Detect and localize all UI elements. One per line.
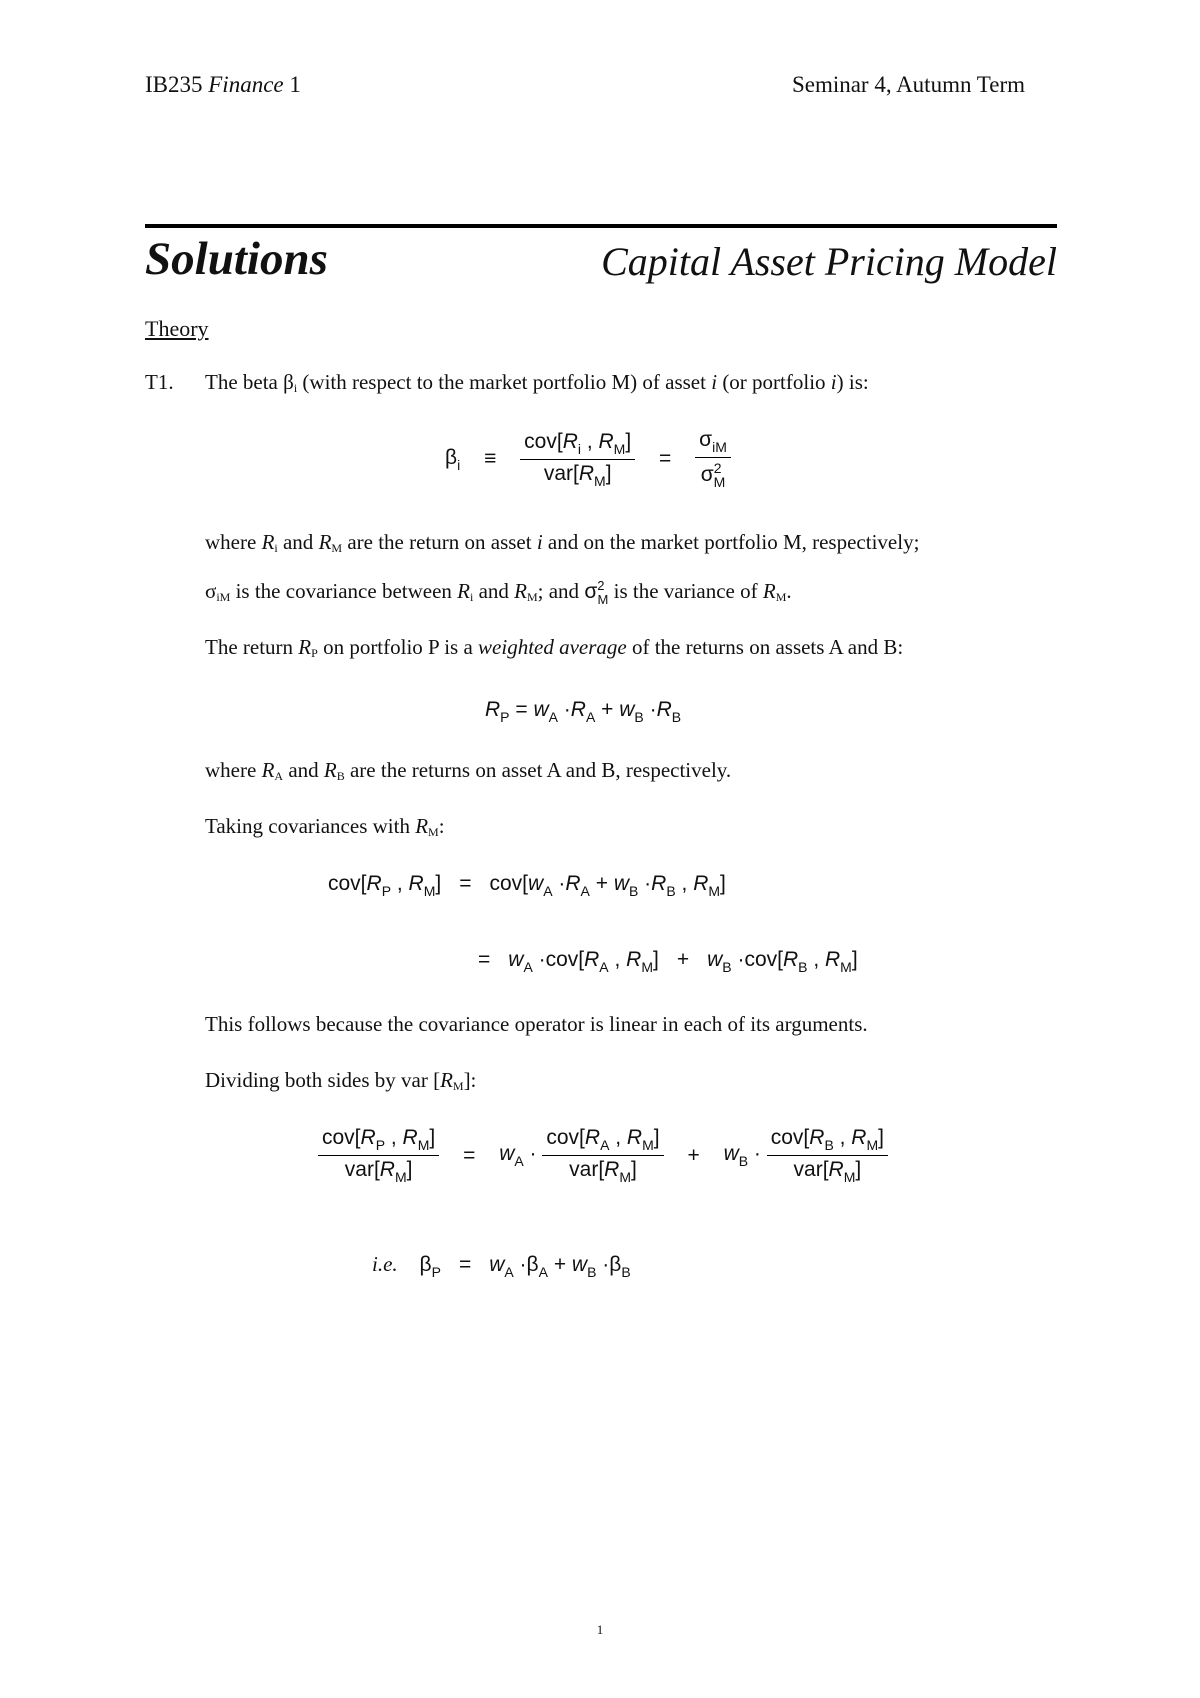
equation-portfolio-return: $R_P = w_A \cdot R_A + w_B \cdot R_B$ — [485, 698, 682, 725]
question-label: T1. — [145, 370, 174, 394]
t1-taking-covariances: Taking covariances with $R_M$: — [205, 814, 445, 839]
t1-intro: The beta $\beta_i$ (with respect to the market portfolio M) of asset i (or portfolio i) is: — [205, 370, 869, 395]
section-heading: Theory — [145, 316, 209, 341]
equation-cov-line-2: = $w_A \cdot cov[R_A$ , $R_M] + w_B \cdot cov[R_B$ , $R_M$] — [478, 948, 858, 975]
title-rule — [145, 224, 1057, 228]
t1-dividing: Dividing both sides by var $[R_M]$: — [205, 1068, 477, 1093]
equation-divided: $\frac{cov[R_P , R_M]}{var[R_M]}$ = $w_A$ · $\frac{cov[R_A , R_M]}{var[R_M]}$ + $w_B$ · $\frac{cov[R_B , R_M]}{var[R_M]}$ — [318, 1126, 888, 1185]
equation-beta-definition: $\beta_i$ ≡ $\frac{cov[R_i , R_M]}{var[R_M]}$ = $\frac{\sigma_{iM}}{\sigma^2_M}$ — [445, 428, 731, 490]
header-course — [145, 72, 301, 98]
t1-where-3: where $R_A$ and $R_B$ are the returns on asset A and B, respectively. — [205, 758, 732, 783]
t1-where-1: where $R_i$ and $R_M$ are the return on asset i and on the market portfolio M, respectively; — [205, 530, 920, 555]
course-name: Finance — [208, 72, 284, 97]
course-code: IB235 — [145, 72, 203, 97]
topic-title: Capital Asset Pricing Model — [601, 239, 1057, 284]
t1-return-sentence: The return $R_P$ on portfolio P is a weighted average of the returns on assets A and B: — [205, 635, 904, 660]
page-number: 1 — [596, 1622, 604, 1637]
equation-cov-line-1: $cov[R_P$ , $R_M] = cov[w_A \cdot R_A + w_B \cdot R_B$ , $R_M$] — [328, 872, 726, 899]
header-seminar: Seminar 4, Autumn Term — [791, 72, 1025, 97]
course-number: 1 — [289, 72, 301, 97]
t1-linearity-note: This follows because the covariance operator is linear in each of its arguments. — [205, 1012, 868, 1036]
equation-final-beta: i.e. $\beta_P = w_A \cdot\beta_A + w_B \cdot\beta_B$ — [372, 1252, 631, 1280]
t1-where-2: $\sigma_{iM}$ is the covariance between $R_i$ and $R_M$; and $\sigma^2_M$ is the variance of $R_M$. — [205, 578, 792, 607]
solutions-title: Solutions — [145, 233, 328, 285]
